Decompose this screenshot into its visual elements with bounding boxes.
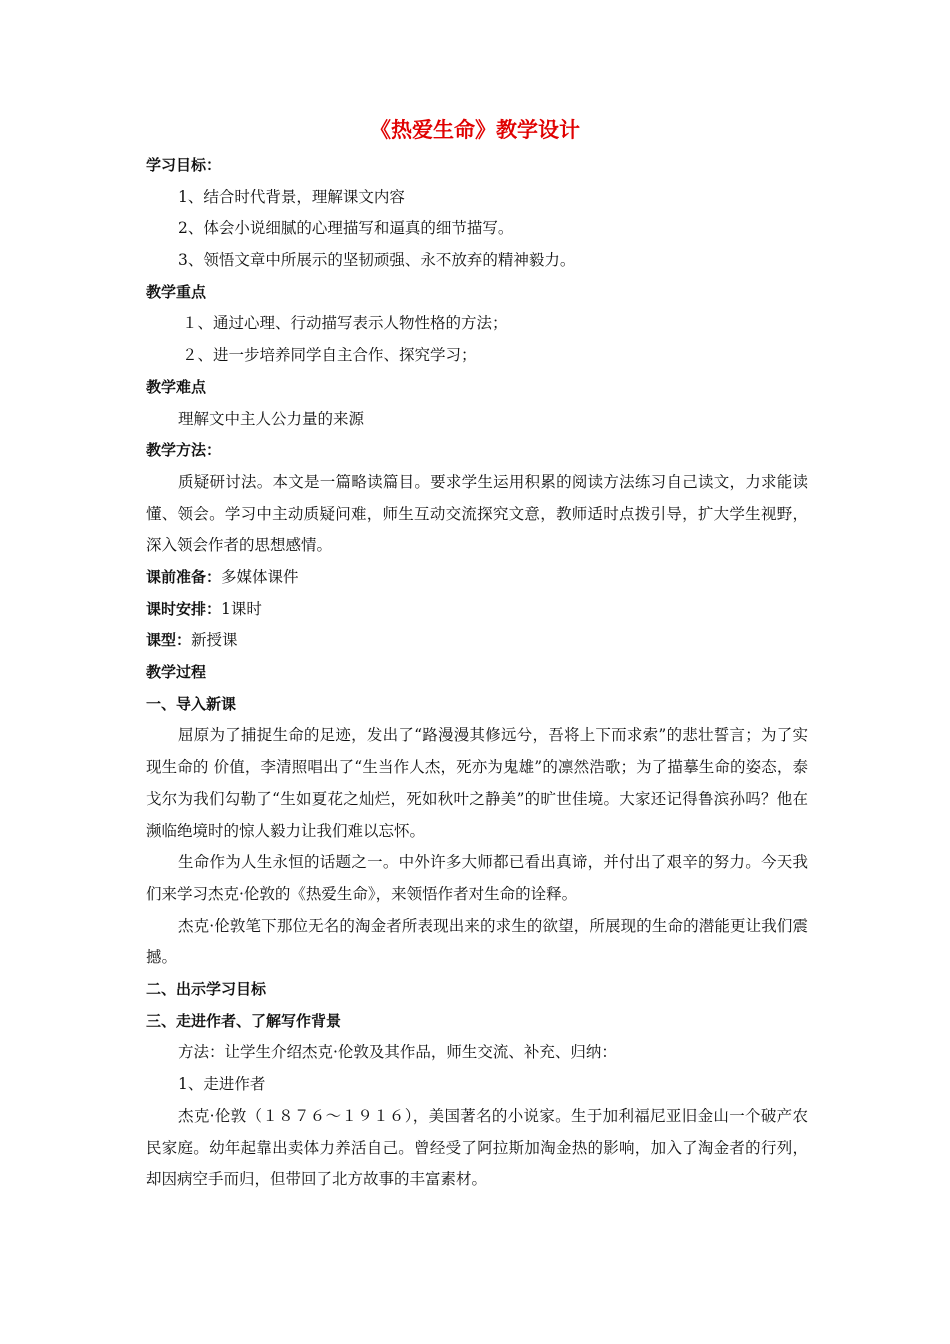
section1-heading: 一、导入新课 (146, 694, 237, 713)
type-row (146, 625, 808, 657)
key-point-item: ２、进一步培养同学自主合作、探究学习； (182, 346, 477, 365)
prep-value: 多媒体课件 (221, 567, 299, 586)
section3-subheading: 1、走进作者 (178, 1075, 266, 1094)
objectives-heading: 学习目标： (146, 156, 222, 174)
hours-label: 课时安排： (146, 599, 222, 618)
prep-row (146, 562, 808, 594)
method-paragraph: 质疑研讨法。本文是一篇略读篇目。要求学生运用积累的阅读方法练习自己读文，力求能读懂、领会。学习中主动质疑问难，师生互动交流探究文意，教师适时点拨引导，扩大学生视野，深入领会作者的思想感情。 (146, 472, 808, 555)
key-point-item: １、通过心理、行动描写表示人物性格的方法； (182, 314, 508, 333)
document-body (146, 150, 808, 1196)
objective-item: 3、领悟文章中所展示的坚韧顽强、永不放弃的精神毅力。 (178, 251, 576, 270)
difficulty-heading: 教学难点 (146, 377, 207, 396)
difficulty-text: 理解文中主人公力量的来源 (178, 409, 365, 428)
objective-item: 1、结合时代背景，理解课文内容 (178, 187, 405, 206)
hours-value: 1课时 (221, 599, 262, 618)
key-points-heading: 教学重点 (146, 282, 207, 301)
prep-label: 课前准备： (146, 567, 222, 586)
section3-method: 方法：让学生介绍杰克·伦敦及其作品，师生交流、补充、归纳： (178, 1043, 617, 1062)
process-heading: 教学过程 (146, 663, 207, 682)
type-value: 新授课 (191, 631, 238, 650)
intro-paragraph: 杰克·伦敦笔下那位无名的淘金者所表现出来的求生的欲望，所展现的生命的潜能更让我们震撼。 (146, 916, 808, 967)
objective-item: 2、体会小说细腻的心理描写和逼真的细节描写。 (178, 219, 514, 238)
type-label: 课型： (146, 631, 192, 650)
intro-paragraph: 生命作为人生永恒的话题之一。中外许多大师都已看出真谛，并付出了艰辛的努力。今天我们来学习杰克·伦敦的《热爱生命》，来领悟作者对生命的诠释。 (146, 853, 808, 903)
author-bio-paragraph: 杰克·伦敦（１８７６～１９１６），美国著名的小说家。生于加利福尼亚旧金山一个破产农民家庭。幼年起靠出卖体力养活自己。曾经受了阿拉斯加淘金热的影响，加入了淘金者的行列，却因病空手而归，但带回了北方故事的丰富素材。 (146, 1106, 808, 1189)
section2-heading: 二、出示学习目标 (146, 980, 267, 999)
method-heading: 教学方法： (146, 441, 222, 460)
intro-paragraph: 屈原为了捕捉生命的足迹，发出了“路漫漫其修远兮，吾将上下而求索”的悲壮誓言；为了实现生命的 价值，李清照唱出了“生当作人杰，死亦为鬼雄”的凛然浩歌；为了描摹生命的姿态，泰戈尔为我们勾勒了“生如夏花之灿烂，死如秋叶之静美”的旷世佳境。大家还记得鲁滨孙吗？他在濒临绝境时的惊人毅力让我们难以忘怀。 (146, 726, 808, 840)
section3-heading: 三、走进作者、了解写作背景 (146, 1011, 342, 1030)
hours-row (146, 594, 808, 626)
document-title: 《热爱生命》教学设计 (370, 118, 580, 142)
